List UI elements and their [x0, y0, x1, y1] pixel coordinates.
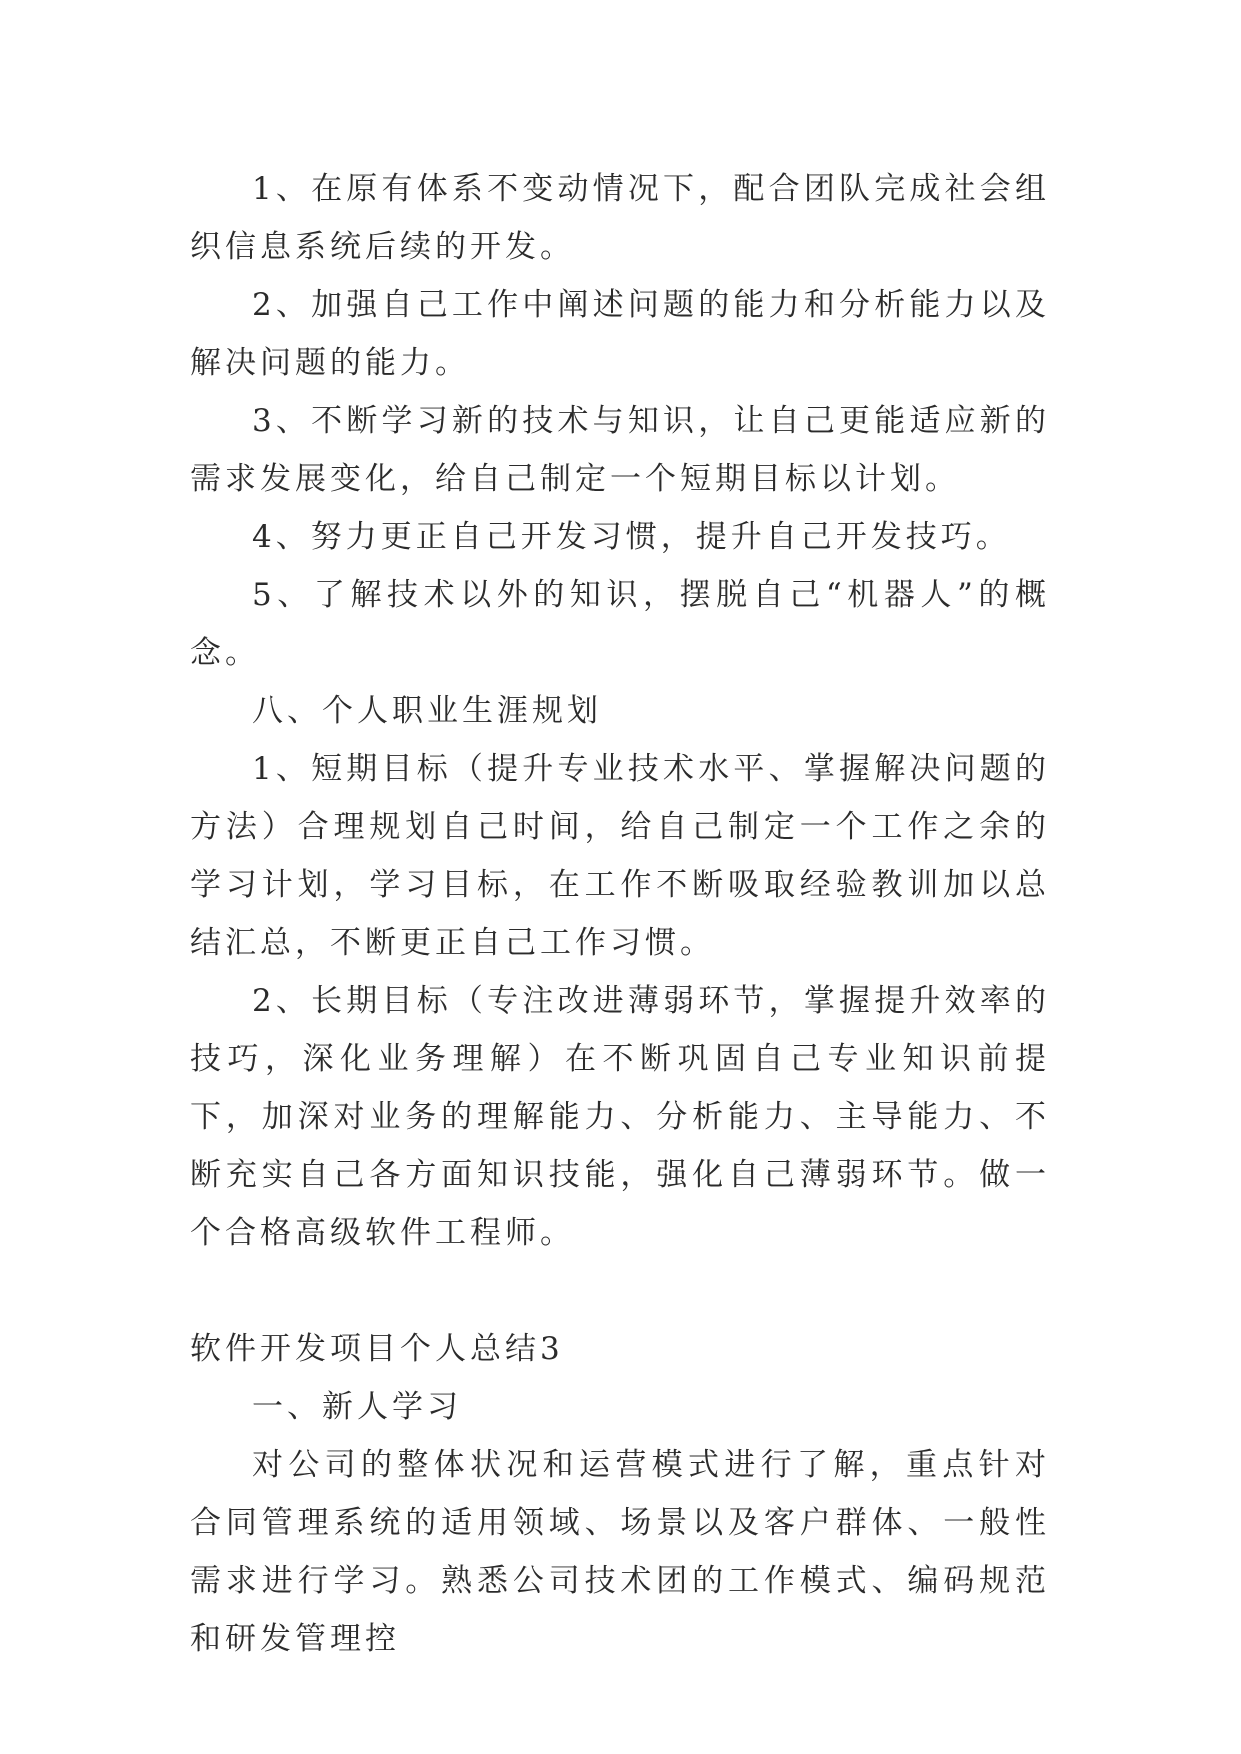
document-body: [190, 160, 1050, 1668]
paragraph: 5、了解技术以外的知识，摆脱自己“机器人”的概念。: [190, 577, 1050, 671]
paragraph: 1、在原有体系不变动情况下，配合团队完成社会组织信息系统后续的开发。: [190, 171, 1050, 265]
paragraph: 1、短期目标（提升专业技术水平、掌握解决问题的方法）合理规划自己时间，给自己制定一个工作之余的学习计划，学习目标，在工作不断吸取经验教训加以总结汇总，不断更正自己工作习惯。: [190, 751, 1050, 961]
paragraph: 对公司的整体状况和运营模式进行了解，重点针对合同管理系统的适用领域、场景以及客户群体、一般性需求进行学习。熟悉公司技术团的工作模式、编码规范和研发管理控: [190, 1447, 1050, 1657]
document-section-title: 软件开发项目个人总结3: [190, 1331, 564, 1367]
paragraph: 2、长期目标（专注改进薄弱环节，掌握提升效率的技巧，深化业务理解）在不断巩固自己专业知识前提下，加深对业务的理解能力、分析能力、主导能力、不断充实自己各方面知识技能，强化自己薄弱环节。做一个合格高级软件工程师。: [190, 983, 1050, 1251]
paragraph: 3、不断学习新的技术与知识，让自己更能适应新的需求发展变化，给自己制定一个短期目标以计划。: [190, 403, 1050, 497]
section-heading: 一、新人学习: [252, 1389, 462, 1425]
paragraph: 4、努力更正自己开发习惯，提升自己开发技巧。: [252, 519, 1011, 555]
paragraph: 2、加强自己工作中阐述问题的能力和分析能力以及解决问题的能力。: [190, 287, 1050, 381]
section-heading: 八、个人职业生涯规划: [252, 693, 602, 729]
